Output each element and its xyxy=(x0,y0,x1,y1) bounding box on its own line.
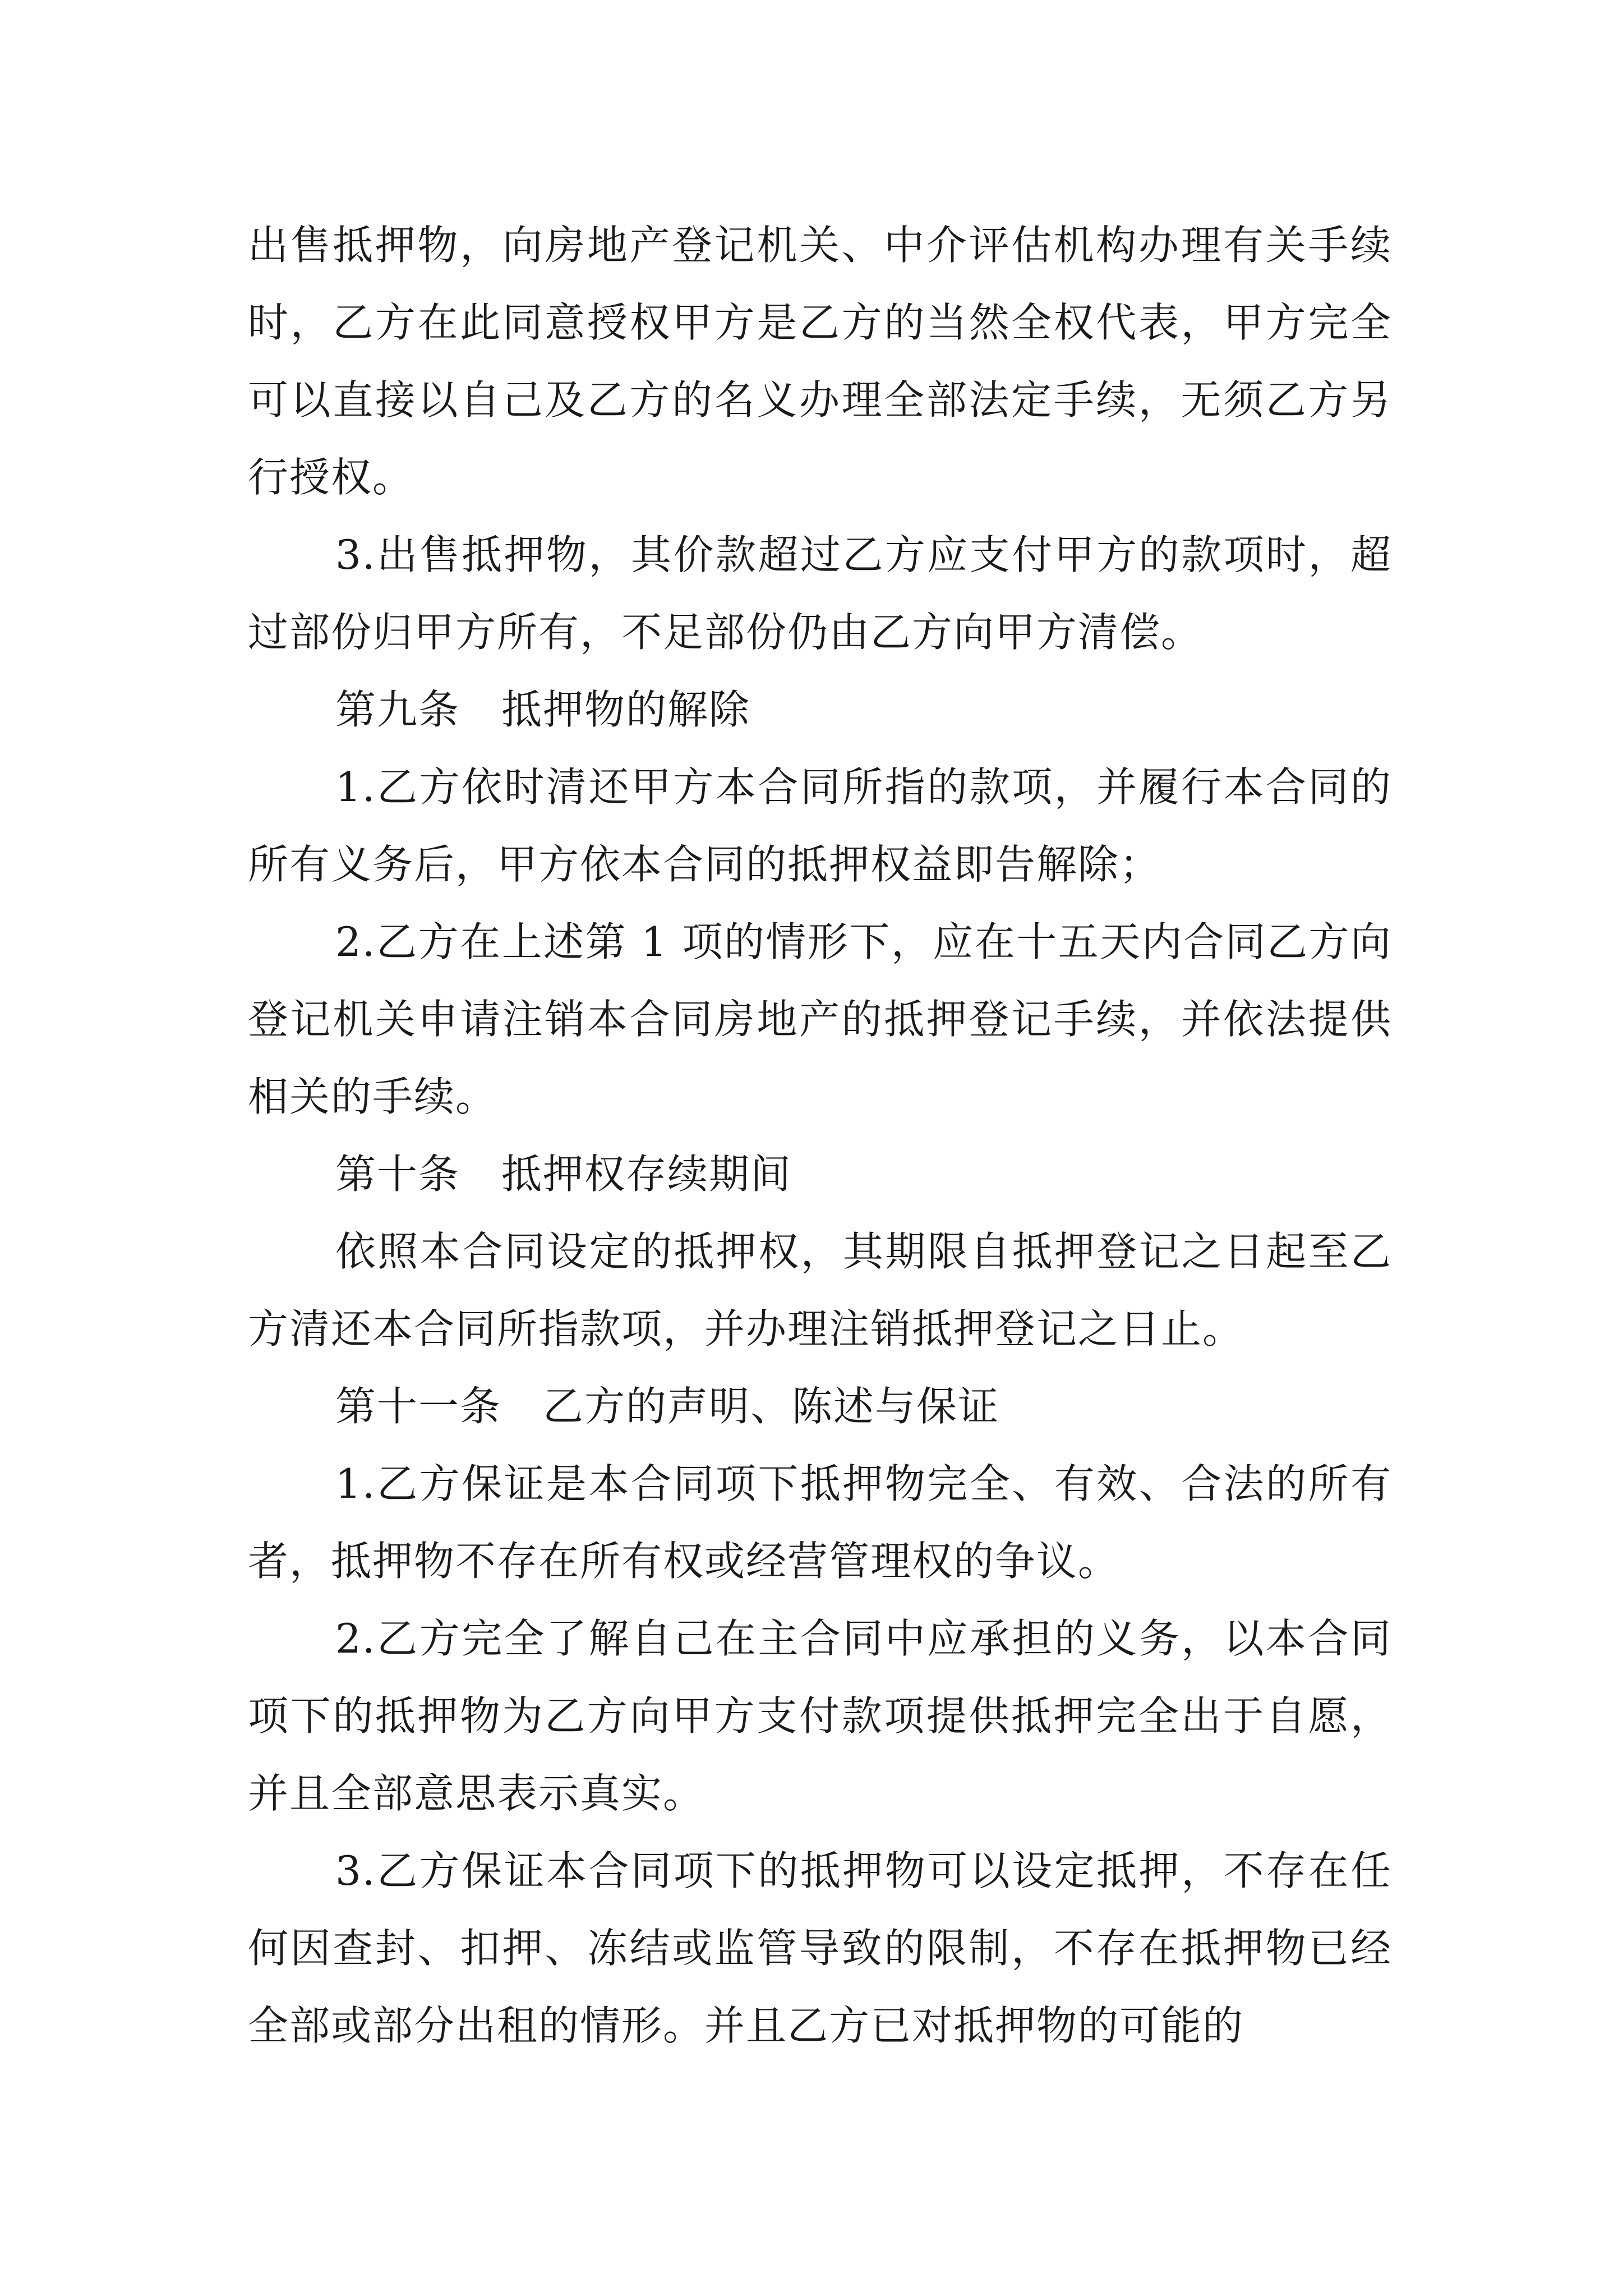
article-11-heading: 第十一条 乙方的声明、陈述与保证 xyxy=(335,1383,1000,1430)
article-10-heading: 第十条 抵押权存续期间 xyxy=(335,1151,792,1198)
paragraph-clause-9-1: 1.乙方依时清还甲方本合同所指的款项，并履行本合同的所有义务后，甲方依本合同的抵押权益即告解除； xyxy=(248,763,1392,888)
paragraph-clause-11-1: 1.乙方保证是本合同项下抵押物完全、有效、合法的所有者，抵押物不存在所有权或经营管理权的争议。 xyxy=(248,1460,1392,1585)
paragraph-clause-11-3: 3.乙方保证本合同项下的抵押物可以设定抵押，不存在任何因查封、扣押、冻结或监管导致的限制，不存在抵押物已经全部或部分出租的情形。并且乙方已对抵押物的可能的 xyxy=(248,1847,1392,2049)
contract-body xyxy=(248,206,1392,2064)
paragraph-clause-11-2: 2.乙方完全了解自己在主合同中应承担的义务，以本合同项下的抵押物为乙方向甲方支付款项提供抵押完全出于自愿，并且全部意思表示真实。 xyxy=(248,1615,1392,1817)
paragraph-clause-9-2: 2.乙方在上述第 1 项的情形下，应在十五天内合同乙方向登记机关申请注销本合同房地产的抵押登记手续，并依法提供相关的手续。 xyxy=(248,918,1392,1120)
paragraph-continuation: 出售抵押物，向房地产登记机关、中介评估机构办理有关手续时，乙方在此同意授权甲方是乙方的当然全权代表，甲方完全可以直接以自己及乙方的名义办理全部法定手续，无须乙方另行授权。 xyxy=(248,222,1392,501)
paragraph-clause-8-3: 3.出售抵押物，其价款超过乙方应支付甲方的款项时，超过部份归甲方所有，不足部份仍由乙方向甲方清偿。 xyxy=(248,531,1392,656)
article-9-heading: 第九条 抵押物的解除 xyxy=(335,686,751,733)
paragraph-clause-10: 依照本合同设定的抵押权，其期限自抵押登记之日起至乙方清还本合同所指款项，并办理注销抵押登记之日止。 xyxy=(248,1228,1392,1352)
